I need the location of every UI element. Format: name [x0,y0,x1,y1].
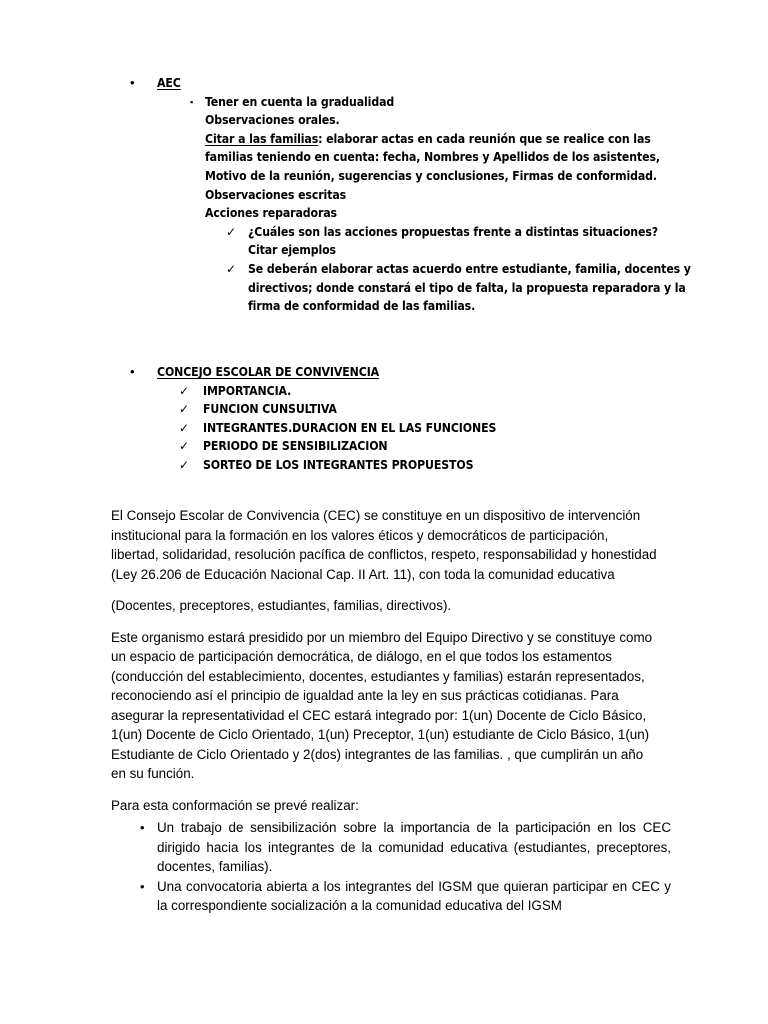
check-icon: ✓ [179,420,189,435]
cec-list-item [0,437,700,456]
cec-heading-row [0,363,700,382]
aec-acciones-reparadoras-label: Acciones reparadoras [205,206,337,221]
cec-list-item [0,456,700,475]
cec-list-item-label: SORTEO DE LOS INTEGRANTES PROPUESTOS [203,457,474,472]
aec-accion-item-continuation-text: Citar ejemplos [248,243,336,258]
body-paragraph-1: El Consejo Escolar de Convivencia (CEC) se constituye en un dispositivo de intervención institucional para la formación en los valores éticos y democráticos de participación, libertad, solidaridad, resolución pacífica de conflictos, respeto, responsabilidad y honestidad (Ley 26.206 de Educación Nacional Cap. II Art. 11), con toda la comunidad educativa [111,508,657,582]
cec-list-item-label: IMPORTANCIA. [203,383,292,398]
aec-accion-item-continuation [0,241,700,260]
aec-acciones-reparadoras [0,204,700,223]
aec-citar-familias [0,130,700,186]
body-paragraph-2: (Docentes, preceptores, estudiantes, familias, directivos). [111,598,452,613]
section-aec [0,74,700,316]
aec-accion-item [0,260,700,316]
aec-accion-item-text: ¿Cuáles son las acciones propuestas frente a distintas situaciones? [248,224,659,239]
cec-list-item-label: PERIODO DE SENSIBILIZACION [203,439,388,454]
aec-observaciones-escritas-label: Observaciones escritas [205,187,347,202]
check-icon: ✓ [226,261,236,276]
cec-list-item-label: INTEGRANTES.DURACION EN EL LAS FUNCIONES [203,420,497,435]
aec-item-gradualidad-label: Tener en cuenta la gradualidad [205,94,395,109]
disc-bullet-icon: • [130,75,135,90]
aec-observaciones-orales [0,111,700,130]
cec-list-item [0,382,700,401]
check-icon: ✓ [179,383,189,398]
square-bullet-icon: ▪ [190,96,194,107]
body-paragraph-4: Para esta conformación se prevé realizar: [111,797,359,813]
disc-bullet-icon: • [130,364,135,379]
list-item-text: Una convocatoria abierta a los integrantes del IGSM que quieran participar en CEC y la correspondiente socialización a la comunidad educativa del IGSM [157,878,671,913]
aec-accion-item [0,223,700,242]
aec-accion-item-text: Se deberán elaborar actas acuerdo entre estudiante, familia, docentes y directivos; donde constará el tipo de falta, la propuesta reparadora y la firma de conformidad de las familias. [248,261,691,314]
check-icon: ✓ [226,224,236,239]
cec-list-item [0,419,700,438]
section-concejo-escolar [0,363,700,475]
aec-citar-familias-label: Citar a las familias [205,131,319,146]
list-item-text: Un trabajo de sensibilización sobre la importancia de la participación en los CEC dirigido hacia los integrantes de la comunidad educativa (estudiantes, preceptores, docentes, familias). [157,820,671,874]
aec-observaciones-orales-label: Observaciones orales. [205,113,340,128]
body-text [111,506,659,815]
list-item [111,818,671,877]
aec-citar-familias-text: : elaborar actas en cada reunión que se realice con las familias teniendo en cuenta: fecha, Nombres y Apellidos de los asistentes, Motivo de la reunión, sugerencias y conclusiones, Firmas de conformidad. [205,131,660,183]
disc-bullet-icon: • [140,878,145,894]
cec-heading: CONCEJO ESCOLAR DE CONVIVENCIA [157,365,380,379]
list-item [111,877,671,916]
aec-heading-row [0,74,700,93]
body-paragraph-3: Este organismo estará presidido por un miembro del Equipo Directivo y se constituye como un espacio de participación democrática, de diálogo, en el que todos los estamentos (conducción del establecimiento, docentes, estudiantes y familias) estarán representados, reconociendo así el principio de igualdad ante la ley en sus prácticas cotidianas. Para asegurar la representatividad el CEC estará integrado por: 1(un) Docente de Ciclo Básico, 1(un) Docente de Ciclo Orientado, 1(un) Preceptor, 1(un) estudiante de Ciclo Básico, 1(un) Estudiante de Ciclo Orientado y 2(dos) integrantes de las familias. , que cumplirán un año en su función. [111,629,653,781]
check-icon: ✓ [179,439,189,454]
cec-list-item-label: FUNCION CUNSULTIVA [203,402,337,417]
disc-bullet-icon: • [140,820,145,835]
aec-heading: AEC [157,76,181,90]
check-icon: ✓ [179,402,189,417]
aec-item-gradualidad [0,93,700,112]
aec-observaciones-escritas [0,186,700,205]
cec-list-item [0,400,700,419]
check-icon: ✓ [179,457,189,472]
body-bullet-list [111,818,671,916]
